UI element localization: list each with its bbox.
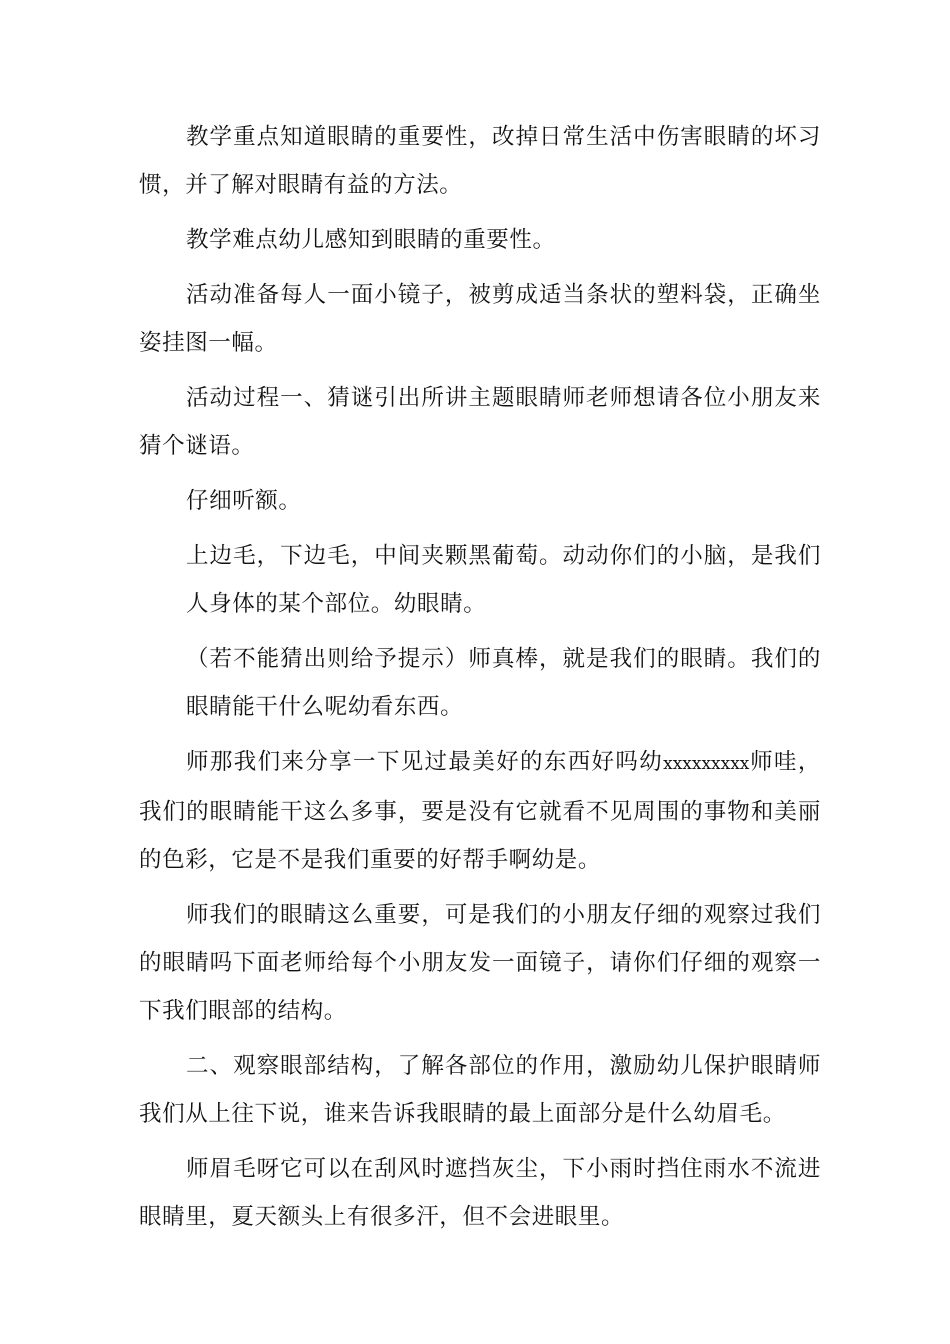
share-text-a: 师那我们来分享一下见过最美好的东西好吗幼 (186, 749, 664, 775)
paragraph-eye-structure: 二、观察眼部结构，了解各部位的作用，激励幼儿保护眼睛师我们从上往下说，谁来告诉我眼睛的最上面部分是什么幼眉毛。 (139, 1053, 821, 1127)
paragraph-activity-process: 活动过程一、猜谜引出所讲主题眼睛师老师想请各位小朋友来猜个谜语。 (139, 385, 821, 459)
paragraph-teaching-difficulty: 教学难点幼儿感知到眼睛的重要性。 (186, 227, 556, 253)
paragraph-activity-preparation: 活动准备每人一面小镜子，被剪成适当条状的塑料袋，正确坐姿挂图一幅。 (139, 282, 821, 356)
paragraph-riddle: 上边毛，下边毛，中间夹颗黑葡萄。动动你们的小脑，是我们人身体的某个部位。幼眼睛。 (186, 543, 821, 617)
paragraph-eyebrow: 师眉毛呀它可以在刮风时遮挡灰尘，下小雨时挡住雨水不流进眼睛里，夏天额头上有很多汗，但不会进眼里。 (139, 1156, 821, 1230)
paragraph-listen: 仔细听额。 (186, 488, 302, 514)
share-text-b: 师哇，我们的眼睛能干这么多事，要是没有它就看不见周围的事物和美丽的色彩，它是不是我们重要的好帮手啊幼是。 (139, 749, 821, 873)
placeholder-x: xxxxxxxxx (663, 754, 750, 774)
paragraph-mirror: 师我们的眼睛这么重要，可是我们的小朋友仔细的观察过我们的眼睛吗下面老师给每个小朋友发一面镜子，请你们仔细的观察一下我们眼部的结构。 (139, 902, 821, 1024)
paragraph-hint: （若不能猜出则给予提示）师真棒，就是我们的眼睛。我们的眼睛能干什么呢幼看东西。 (186, 646, 821, 720)
document-body (139, 113, 821, 1248)
paragraph-share (139, 738, 821, 884)
paragraph-teaching-focus: 教学重点知道眼睛的重要性，改掉日常生活中伤害眼睛的坏习惯，并了解对眼睛有益的方法。 (139, 124, 821, 198)
